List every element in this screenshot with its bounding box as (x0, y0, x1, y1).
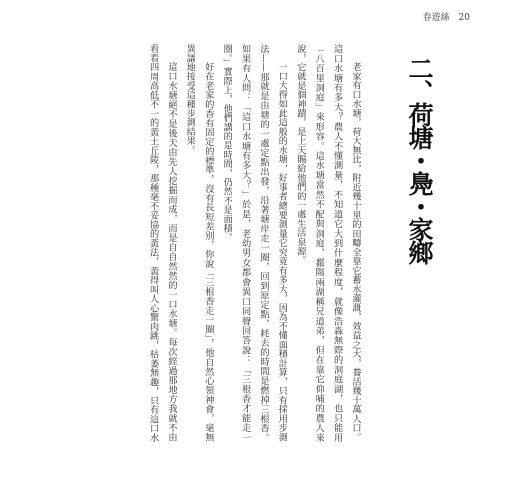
paragraph-line: 異議地接受這種步測結果。 (184, 44, 196, 155)
chapter-title: 二、荷塘・鳧・家鄉 (405, 56, 434, 263)
paragraph-line: 這口水塘絕不是後天由先人挖掘而成，而是自自然然的一口水塘。每次經過那地方我就不由 (166, 62, 177, 442)
page-number: 20 (458, 13, 470, 23)
paragraph-line: 法——那就是由塘的一處定點出發，沿著塘岸走一圈，回到原定點，耗去的時間是燃掉三根香。 (258, 44, 269, 442)
paragraph-line: 老家有口水塘，荷大無比，附近幾十里的田疇全靠它蓄水灌溉，效益之大，養活幾十萬人口。 (350, 62, 361, 442)
paragraph-line: 一口大得如此這般的水塘，好事者總要測量它究竟有多大，因為不懂面積計算，只有採用步測 (276, 62, 288, 442)
paragraph-line: 「八百里洞庭」來形容。這水塘當然不配與洞庭、鄱陽兩湖稱兄道弟，但在靠它仰哺的農人來 (313, 44, 325, 442)
paragraph-line: 看看四周高低不一的黃土丘陵，那種毫不妥協的黃法，黃得叫人心驚肉跳，枯萎無趣，只有這口水 (147, 44, 159, 442)
paragraph-line: 說，它就是個神蹟，是上天賜給他們的一處生活泉源。 (294, 44, 306, 265)
paragraph-line: 圈。」實際上，他們講的是時間，仍然不是面積。 (221, 44, 233, 242)
running-head-title: 春遊絲 (422, 13, 450, 23)
paragraph-line: 這口水塘有多大？農人不懂測量，不知道它大到什麼程度，就像浩淼無際的洞庭湖，也只能用 (331, 44, 343, 442)
paragraph-line: 好在老家的香有固定的標準，沒有長短差別，你說「三根香走一圈」，他自然心領神會，毫無 (202, 62, 214, 442)
paragraph-line: 如果有人問：「這口水塘有多大？」於是，老幼男女都會異口同聲回答說：「三根香才能走一 (239, 44, 251, 442)
running-head (380, 12, 470, 24)
